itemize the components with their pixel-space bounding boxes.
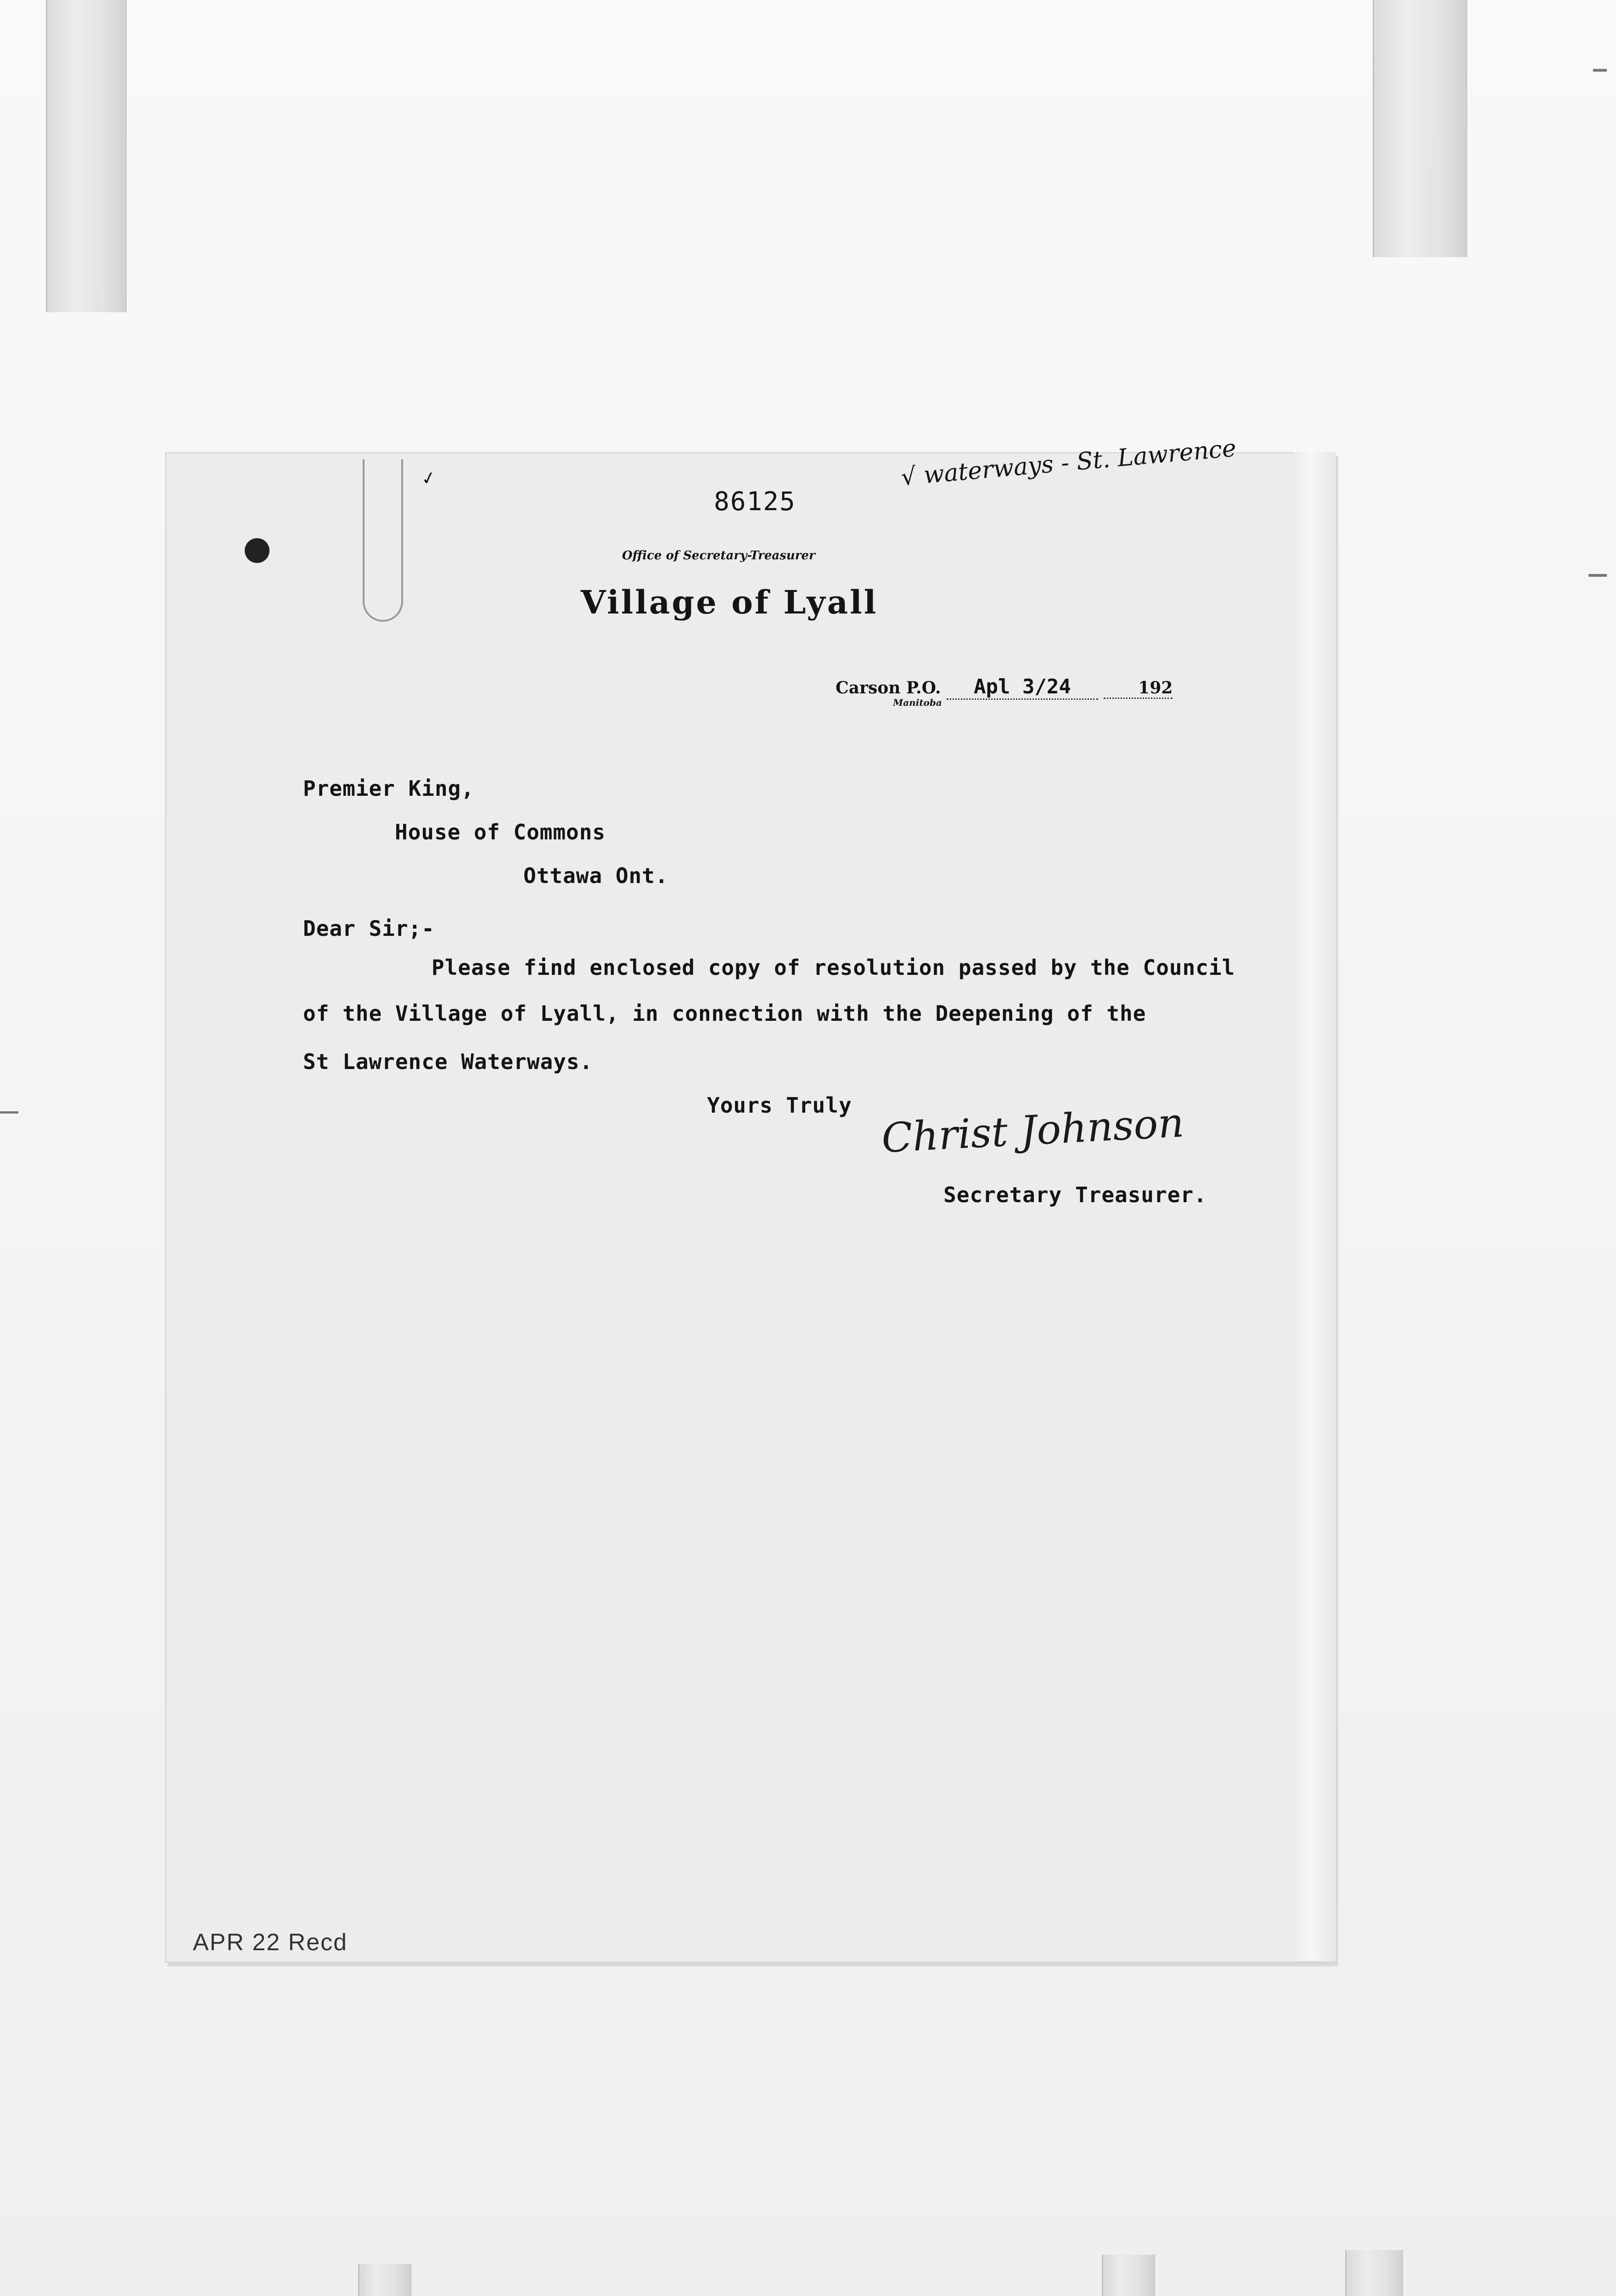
body-line: St Lawrence Waterways. xyxy=(303,1049,593,1074)
body-line: of the Village of Lyall, in connection with the Deepening of the xyxy=(303,1001,1146,1026)
edge-mark xyxy=(1588,574,1607,577)
edge-mark xyxy=(1593,69,1607,72)
closing: Yours Truly xyxy=(707,1093,852,1118)
received-stamp: APR 22 Recd xyxy=(193,1929,348,1956)
address-line: Premier King, xyxy=(303,776,475,801)
dateline-year-prefix: 192 xyxy=(1138,678,1173,698)
mounting-tape xyxy=(46,0,127,312)
signer-title: Secretary Treasurer. xyxy=(943,1182,1207,1207)
dateline xyxy=(836,675,1249,708)
check-mark-icon: ✓ xyxy=(420,465,437,491)
letterhead-title: Village of Lyall xyxy=(581,583,878,621)
letter-curled-edge xyxy=(1295,452,1336,1961)
dateline-date: Apl 3/24 xyxy=(973,675,1071,698)
document-number: 86125 xyxy=(714,487,796,517)
dateline-year-field xyxy=(1104,678,1173,699)
paper-clip-mark xyxy=(363,459,403,622)
address-line: Ottawa Ont. xyxy=(523,863,668,888)
dateline-place: Carson P.O. xyxy=(836,678,941,698)
edge-mark xyxy=(0,1111,18,1114)
punch-hole xyxy=(245,538,269,563)
office-line: Office of Secretary-Treasurer xyxy=(622,549,815,563)
mounting-tape xyxy=(358,2264,411,2296)
mounting-tape xyxy=(1345,2250,1403,2296)
salutation: Dear Sir;- xyxy=(303,916,435,941)
mounting-tape xyxy=(1373,0,1467,257)
handwritten-file-note: √ waterways - St. Lawrence xyxy=(900,434,1237,491)
body-line: Please find enclosed copy of resolution passed by the Council xyxy=(432,955,1235,980)
mounting-tape xyxy=(1102,2255,1155,2296)
dateline-date-field xyxy=(947,675,1098,700)
signature: Christ Johnson xyxy=(880,1098,1185,1162)
dateline-province: Manitoba xyxy=(893,697,942,708)
address-line: House of Commons xyxy=(395,820,606,844)
